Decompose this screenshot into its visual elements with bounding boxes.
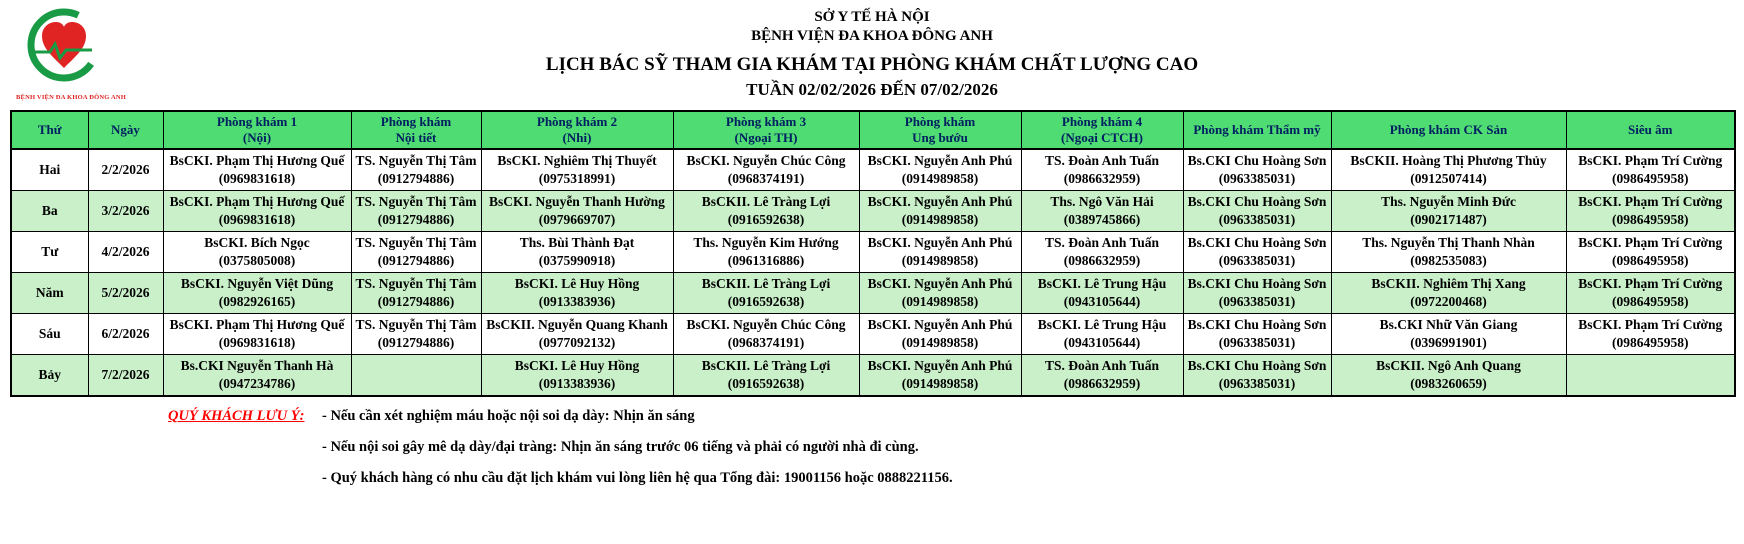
notes-label: QUÝ KHÁCH LƯU Ý: [168,407,305,424]
doctor-phone: (0986632959) [1063,170,1141,186]
doctor-cell [1021,149,1183,191]
date-cell: 4/2/2026 [88,231,163,272]
doctor-name: TS. Đoàn Anh Tuấn [1044,357,1160,373]
doctor-name: Bs.CKI Chu Hoàng Sơn [1187,152,1327,168]
doctor-name: BsCKI. Nguyễn Anh Phú [867,275,1013,291]
doctor-name: BsCKI. Lê Huy Hồng [514,275,640,291]
page-title: LỊCH BÁC SỸ THAM GIA KHÁM TẠI PHÒNG KHÁM CHẤT LƯỢNG CAO [545,53,1199,75]
doctor-name: BsCKI. Nguyễn Anh Phú [867,193,1013,209]
doctor-cell [1331,149,1566,191]
doctor-cell [481,231,673,272]
doctor-phone: (0916592638) [727,211,805,227]
doctor-phone: (0396991901) [1410,334,1487,350]
doctor-phone: (0986632959) [1063,252,1141,268]
doctor-cell [1021,272,1183,313]
doctor-name: BsCKII. Ngô Anh Quang [1376,357,1521,373]
column-header: Phòng khám 4 (Ngoại CTCH) [1021,111,1183,149]
doctor-name: Ths. Ngô Văn Hải [1050,193,1154,209]
footer-notes [0,408,1744,501]
column-header: Phòng khám 3 (Ngoại TH) [673,111,859,149]
doctor-phone: (0912794886) [377,170,455,186]
doctor-cell [1331,231,1566,272]
doctor-phone: (0982926165) [218,293,296,309]
doctor-cell [1021,231,1183,272]
doctor-name: BsCKI. Phạm Trí Cường [1578,234,1723,250]
doctor-phone: (0912794886) [377,252,455,268]
doctor-phone: (0914989858) [901,334,979,350]
doctor-phone: (0913383936) [538,293,616,309]
doctor-phone: (0375805008) [218,252,296,268]
doctor-phone: (0961316886) [727,252,805,268]
doctor-cell [481,149,673,191]
date-cell: 5/2/2026 [88,272,163,313]
doctor-cell [859,272,1021,313]
doctor-name: Ths. Nguyễn Kim Hướng [693,234,839,250]
doctor-cell [481,272,673,313]
doctor-cell [1331,354,1566,396]
note-item: - Quý khách hàng có nhu cầu đặt lịch khám vui lòng liên hệ qua Tổng đài: 19001156 hoặc 0888221156. [322,469,953,486]
doctor-name: Ths. Nguyễn Minh Đức [1381,193,1516,209]
doctor-name: BsCKI. Phạm Thị Hương Quế [169,152,345,168]
doctor-cell [163,272,351,313]
doctor-name: Ths. Nguyễn Thị Thanh Nhàn [1362,234,1535,250]
doctor-name: BsCKI. Nguyễn Việt Dũng [180,275,334,291]
doctor-cell [351,149,481,191]
doctor-name: BsCKI. Lê Huy Hồng [514,357,640,373]
schedule-row [11,149,1735,191]
doctor-cell [1331,272,1566,313]
doctor-cell [163,354,351,396]
doctor-name: TS. Nguyễn Thị Tâm [355,193,477,209]
logo-label: BỆNH VIỆN ĐA KHOA ĐÔNG ANH [16,94,126,101]
doctor-phone: (0914989858) [901,170,979,186]
note-item: - Nếu nội soi gây mê dạ dày/đại tràng: Nhịn ăn sáng trước 06 tiếng và phải có người nhà đi cùng. [322,438,919,455]
column-header: Phòng khám 1 (Nội) [163,111,351,149]
doctor-cell [1331,313,1566,354]
doctor-name: TS. Đoàn Anh Tuấn [1044,234,1160,250]
doctor-phone: (0986495958) [1612,252,1689,268]
doctor-name: BsCKI. Lê Trung Hậu [1037,316,1167,332]
week-subtitle: TUẦN 02/02/2026 ĐẾN 07/02/2026 [746,80,998,100]
date-cell: 6/2/2026 [88,313,163,354]
doctor-name: BsCKII. Nghiêm Thị Xang [1371,275,1526,291]
doctor-phone: (0979669707) [538,211,616,227]
doctor-phone: (0968374191) [727,170,805,186]
doctor-name: TS. Đoàn Anh Tuấn [1044,152,1160,168]
doctor-name: BsCKII. Lê Tràng Lợi [701,357,831,373]
doctor-phone: (0969831618) [218,334,296,350]
doctor-phone: (0943105644) [1063,293,1141,309]
date-cell: 2/2/2026 [88,149,163,191]
doctor-name: TS. Nguyễn Thị Tâm [355,316,477,332]
doctor-cell [673,313,859,354]
doctor-phone: (0968374191) [727,334,805,350]
day-cell: Ba [11,190,88,231]
doctor-name: BsCKI. Phạm Thị Hương Quế [169,316,345,332]
doctor-phone: (0986495958) [1612,211,1689,227]
doctor-cell [1331,190,1566,231]
doctor-name: Bs.CKI Nhữ Văn Giang [1379,316,1518,332]
doctor-name: BsCKI. Nguyễn Thanh Hường [489,193,665,209]
doctor-cell [1021,313,1183,354]
table-body [11,149,1735,396]
doctor-cell [1183,190,1331,231]
doctor-name: BsCKI. Nguyễn Anh Phú [867,357,1013,373]
doctor-cell [1566,190,1735,231]
doctor-phone: (0912507414) [1410,170,1487,186]
doctor-name: BsCKI. Phạm Trí Cường [1578,193,1723,209]
doctor-phone: (0916592638) [727,293,805,309]
doctor-phone: (0914989858) [901,375,979,391]
doctor-cell [351,190,481,231]
day-cell: Bảy [11,354,88,396]
doctor-name: Bs.CKI Chu Hoàng Sơn [1187,316,1327,332]
doctor-name: BsCKI. Phạm Thị Hương Quế [169,193,345,209]
doctor-cell [1183,231,1331,272]
doctor-name: BsCKII. Lê Tràng Lợi [701,275,831,291]
doctor-cell [163,231,351,272]
doctor-cell [673,231,859,272]
doctor-phone: (0943105644) [1063,334,1141,350]
doctor-phone: (0972200468) [1410,293,1487,309]
doctor-cell [163,313,351,354]
doctor-name: Bs.CKI Chu Hoàng Sơn [1187,193,1327,209]
doctor-name: BsCKI. Nguyễn Anh Phú [867,316,1013,332]
doctor-cell [1021,354,1183,396]
doctor-name: TS. Nguyễn Thị Tâm [355,152,477,168]
doctor-cell [1021,190,1183,231]
doctor-schedule-table [10,110,1736,397]
doctor-name: BsCKI. Phạm Trí Cường [1578,152,1723,168]
schedule-row [11,313,1735,354]
doctor-name: BsCKII. Hoàng Thị Phương Thủy [1350,152,1547,168]
doctor-phone: (0912794886) [377,293,455,309]
doctor-cell [163,149,351,191]
day-cell: Tư [11,231,88,272]
schedule-row [11,272,1735,313]
column-header: Ngày [88,111,163,149]
doctor-cell [673,190,859,231]
doctor-phone: (0914989858) [901,252,979,268]
doctor-phone: (0913383936) [538,375,616,391]
doctor-cell [859,313,1021,354]
hospital-logo [16,6,126,101]
column-header: Phòng khám 2 (Nhi) [481,111,673,149]
doctor-cell [481,190,673,231]
schedule-row [11,231,1735,272]
doctor-phone: (0963385031) [1218,211,1296,227]
column-header: Thứ [11,111,88,149]
doctor-name: BsCKI. Phạm Trí Cường [1578,316,1723,332]
note-items [322,408,953,501]
doctor-name: BsCKII. Nguyễn Quang Khanh [486,316,668,332]
day-cell: Sáu [11,313,88,354]
doctor-phone: (0982535083) [1410,252,1487,268]
doctor-phone: (0983260659) [1410,375,1487,391]
date-cell: 3/2/2026 [88,190,163,231]
doctor-name: BsCKII. Lê Tràng Lợi [701,193,831,209]
doctor-cell [859,354,1021,396]
doctor-phone: (0963385031) [1218,334,1296,350]
doctor-cell [1183,354,1331,396]
doctor-cell [481,313,673,354]
doctor-name: Bs.CKI Chu Hoàng Sơn [1187,357,1327,373]
doctor-phone: (0975318991) [538,170,616,186]
schedule-row [11,354,1735,396]
doctor-cell [351,231,481,272]
doctor-name: BsCKI. Nguyễn Anh Phú [867,234,1013,250]
date-cell: 7/2/2026 [88,354,163,396]
doctor-phone: (0986495958) [1612,170,1689,186]
doctor-cell [351,272,481,313]
schedule-row [11,190,1735,231]
doctor-name: BsCKI. Nghiêm Thị Thuyết [497,152,657,168]
doctor-phone: (0969831618) [218,211,296,227]
doctor-cell [1566,272,1735,313]
doctor-name: Bs.CKI Chu Hoàng Sơn [1187,275,1327,291]
doctor-cell [859,190,1021,231]
doctor-cell [351,313,481,354]
doctor-phone: (0977092132) [538,334,616,350]
doctor-cell [1183,272,1331,313]
doctor-cell [1566,354,1735,396]
column-header: Phòng khám Ung bướu [859,111,1021,149]
column-header: Phòng khám CK Sản [1331,111,1566,149]
doctor-phone: (0986632959) [1063,375,1141,391]
doctor-cell [1183,149,1331,191]
doctor-name: TS. Nguyễn Thị Tâm [355,275,477,291]
doctor-name: BsCKI. Lê Trung Hậu [1037,275,1167,291]
doctor-phone: (0986495958) [1612,334,1689,350]
doctor-phone: (0912794886) [377,334,455,350]
org-line-2: BỆNH VIỆN ĐA KHOA ĐÔNG ANH [751,27,993,44]
doctor-phone: (0963385031) [1218,293,1296,309]
doctor-phone: (0916592638) [727,375,805,391]
doctor-cell [481,354,673,396]
doctor-name: Bs.CKI Chu Hoàng Sơn [1187,234,1327,250]
doctor-cell [1183,313,1331,354]
doctor-name: BsCKI. Nguyễn Chúc Công [686,152,846,168]
doctor-name: Ths. Bùi Thành Đạt [519,234,635,250]
doctor-phone: (0963385031) [1218,170,1296,186]
doctor-cell [859,149,1021,191]
doctor-name: BsCKI. Nguyễn Chúc Công [686,316,846,332]
column-header: Phòng khám Thẩm mỹ [1183,111,1331,149]
doctor-cell [859,231,1021,272]
doctor-name: BsCKI. Nguyễn Anh Phú [867,152,1013,168]
doctor-phone: (0947234786) [218,375,296,391]
day-cell: Hai [11,149,88,191]
day-cell: Năm [11,272,88,313]
doctor-cell [351,354,481,396]
hospital-heart-logo-icon [22,6,106,88]
doctor-phone: (0912794886) [377,211,455,227]
column-header: Siêu âm [1566,111,1735,149]
doctor-phone: (0969831618) [218,170,296,186]
doctor-phone: (0986495958) [1612,293,1689,309]
doctor-cell [673,149,859,191]
doctor-cell [1566,231,1735,272]
doctor-cell [163,190,351,231]
doctor-phone: (0389745866) [1063,211,1141,227]
doctor-phone: (0963385031) [1218,375,1296,391]
doctor-phone: (0375990918) [538,252,616,268]
doctor-phone: (0902171487) [1410,211,1487,227]
page-header [0,0,1744,101]
org-line-1: SỞ Y TẾ HÀ NỘI [814,9,930,25]
doctor-cell [673,354,859,396]
doctor-cell [1566,313,1735,354]
doctor-cell [673,272,859,313]
doctor-name: BsCKI. Bích Ngọc [204,234,310,250]
doctor-name: BsCKI. Phạm Trí Cường [1578,275,1723,291]
doctor-name: TS. Nguyễn Thị Tâm [355,234,477,250]
doctor-phone: (0914989858) [901,211,979,227]
table-header-row [11,111,1735,149]
doctor-cell [1566,149,1735,191]
doctor-phone: (0914989858) [901,293,979,309]
doctor-name: Bs.CKI Nguyễn Thanh Hà [180,357,334,373]
note-item: - Nếu cần xét nghiệm máu hoặc nội soi dạ dày: Nhịn ăn sáng [322,407,695,424]
doctor-phone: (0963385031) [1218,252,1296,268]
column-header: Phòng khám Nội tiết [351,111,481,149]
